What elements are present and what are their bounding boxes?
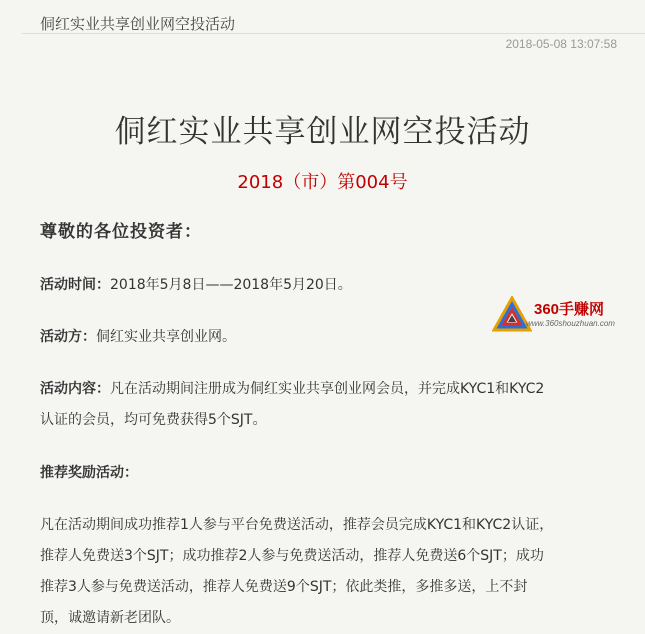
activity-content-line1: 凡在活动期间注册成为侗红实业共享创业网会员，并完成KYC1和KYC2: [110, 381, 545, 397]
watermark-url: www.360shouzhuan.com: [526, 319, 615, 328]
referral-heading: 推荐奖励活动：: [40, 465, 138, 481]
activity-content-label: 活动内容：: [40, 381, 110, 397]
activity-organizer-value: 侗红实业共享创业网。: [96, 329, 236, 345]
activity-time-value: 2018年5月8日——2018年5月20日。: [110, 277, 352, 293]
activity-content-line2: 认证的会员，均可免费获得5个SJT。: [40, 412, 267, 428]
activity-content: [40, 374, 630, 436]
referral-content: [40, 510, 630, 634]
page-header: [0, 0, 645, 54]
referral-line: 推荐人免费送3个SJT；成功推荐2人参与免费送活动，推荐人免费送6个SJT；成功: [40, 548, 544, 564]
watermark: [492, 294, 642, 334]
greeting: 尊敬的各位投资者：: [40, 222, 202, 242]
header-divider: [22, 33, 645, 34]
referral-line: 凡在活动期间成功推荐1人参与平台免费送活动，推荐会员完成KYC1和KYC2认证，: [40, 517, 554, 533]
activity-time-label: 活动时间：: [40, 277, 110, 293]
header-title: 侗红实业共享创业网空投活动: [40, 15, 236, 33]
activity-organizer-label: 活动方：: [40, 329, 96, 345]
publish-timestamp: 2018-05-08 13:07:58: [505, 37, 617, 51]
referral-line: 推荐3人参与免费送活动，推荐人免费送9个SJT；依此类推，多推多送，上不封: [40, 579, 528, 595]
document-number: 2018（市）第004号: [237, 172, 408, 193]
referral-line: 顶，诚邀请新老团队。: [40, 610, 180, 626]
article-title: 侗红实业共享创业网空投活动: [114, 114, 531, 150]
watermark-brand: 360手赚网: [534, 301, 605, 318]
